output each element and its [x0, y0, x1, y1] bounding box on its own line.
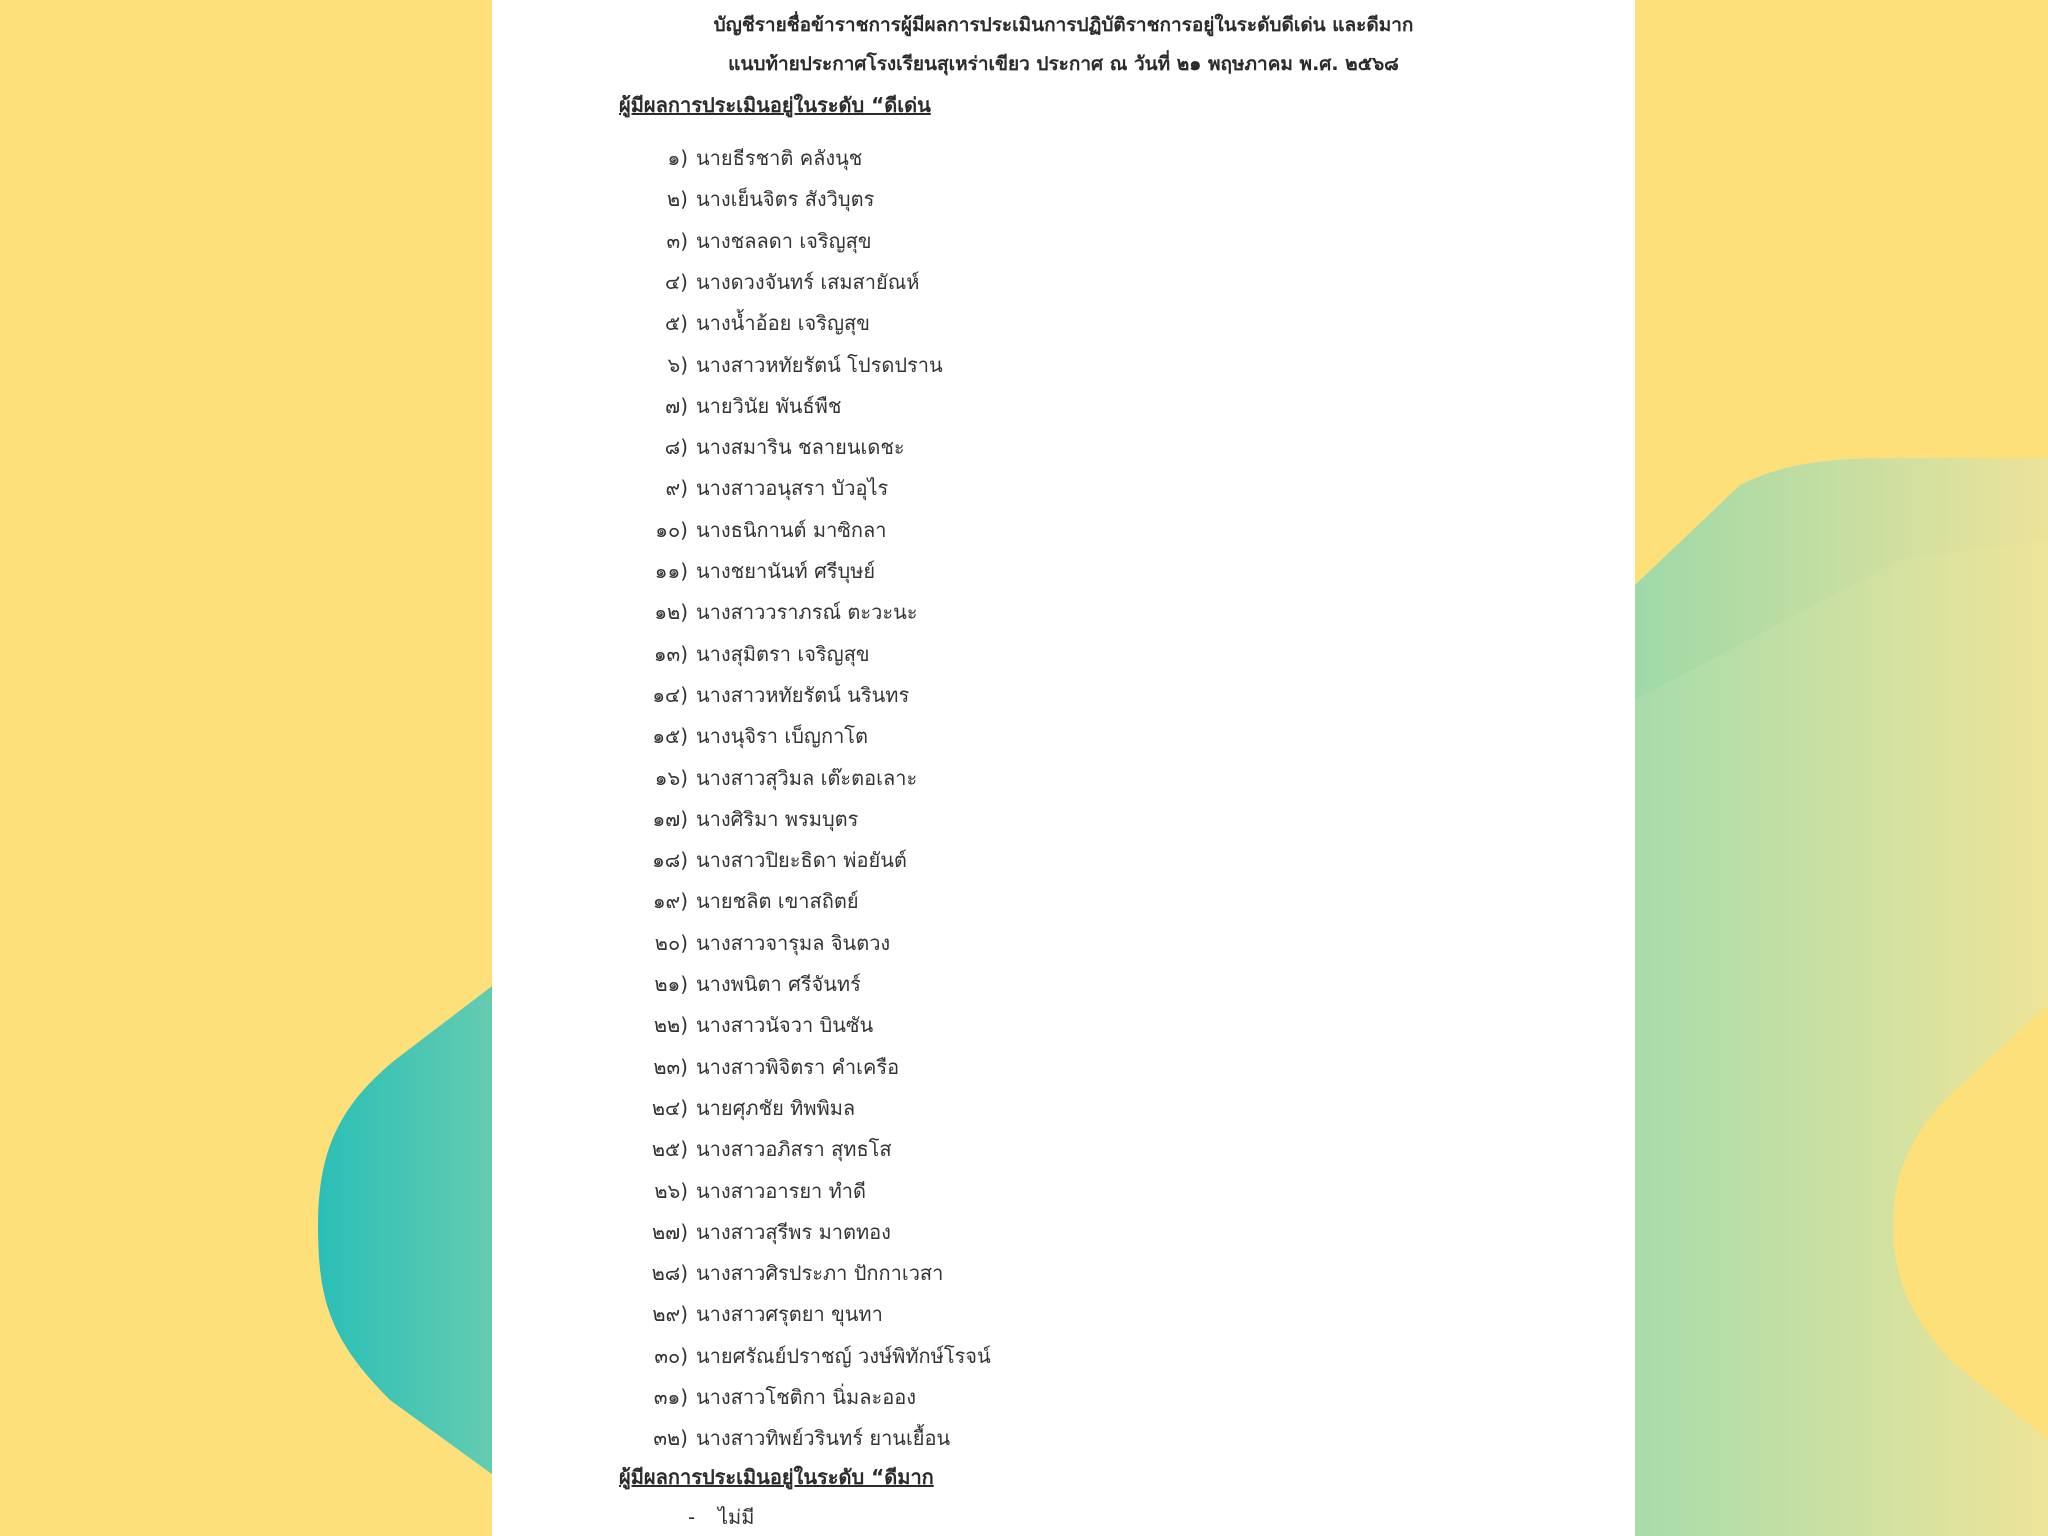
list-item — [632, 1422, 950, 1454]
very-good-none — [688, 1501, 754, 1533]
item-number: ๑๖) — [654, 765, 688, 790]
item-number: ๑๓) — [653, 641, 688, 666]
list-item — [632, 183, 874, 215]
list-item — [632, 679, 909, 711]
list-item — [632, 1051, 899, 1083]
document-subtitle: แนบท้ายประกาศโรงเรียนสุเหร่าเขียว ประกาศ ณ วันที่ ๒๑ พฤษภาคม พ.ศ. ๒๕๖๘ — [728, 53, 1399, 75]
item-number: ๑๒) — [654, 600, 688, 625]
item-name: นางสาววราภรณ์ ตะวะนะ — [696, 600, 918, 625]
list-item — [632, 638, 870, 670]
item-name: นางชยานันท์ ศรีบุษย์ — [696, 559, 876, 583]
list-item — [632, 1133, 892, 1165]
item-name: นายศุภชัย ทิพพิมล — [696, 1095, 856, 1120]
item-number: ๖) — [667, 352, 688, 377]
item-name: นางสาวปิยะธิดา พ่อยันต์ — [696, 848, 907, 873]
item-name: นางธนิกานต์ มาซิกลา — [696, 517, 887, 542]
item-number: ๓๒) — [653, 1426, 688, 1451]
item-name: นางสาวพิจิตรา คำเครือ — [696, 1054, 900, 1079]
item-number: ๒๒) — [653, 1013, 688, 1038]
document-title: บัญชีรายชื่อข้าราชการผู้มีผลการประเมินการปฏิบัติราชการอยู่ในระดับดีเด่น และดีมาก — [713, 14, 1414, 36]
item-name: นางสาวสุรีพร มาตทอง — [696, 1219, 891, 1244]
item-number: ๒๙) — [652, 1302, 688, 1327]
list-item — [632, 885, 859, 917]
item-name: นายวินัย พันธ์พืช — [696, 393, 842, 418]
item-name: นางสาวโชติกา นิ่มละออง — [696, 1385, 916, 1409]
item-number: ๒๖) — [654, 1178, 688, 1203]
item-number: ๑๕) — [652, 724, 688, 749]
item-number: ๒๐) — [654, 930, 688, 955]
dash-marker: - — [688, 1505, 696, 1529]
none-text: ไม่มี — [718, 1505, 755, 1529]
item-number: ๘) — [664, 435, 688, 460]
list-item — [632, 225, 872, 257]
list-item — [632, 431, 905, 463]
item-name: นางสาวนัจวา บินซัน — [696, 1013, 874, 1038]
item-number: ๑) — [667, 146, 688, 170]
item-name: นางเย็นจิตร สังวิบุตร — [696, 187, 875, 212]
list-item — [632, 266, 919, 298]
item-name: นางสาวสุวิมล เต๊ะตอเลาะ — [696, 765, 918, 790]
item-number: ๙) — [665, 476, 688, 501]
item-number: ๑๐) — [655, 517, 688, 542]
item-name: นางสาวศิรประภา ปักกาเวสา — [696, 1261, 944, 1286]
item-name: นางน้ำอ้อย เจริญสุข — [696, 311, 870, 336]
item-name: นางสาวอภิสรา สุทธโส — [696, 1137, 892, 1162]
item-name: นายศรัณย์ปราชญ์ วงษ์พิทักษ์โรจน์ — [696, 1343, 991, 1368]
item-name: นางสาวหทัยรัตน์ โปรดปราน — [696, 352, 943, 377]
item-name: นางชลลดา เจริญสุข — [696, 228, 872, 253]
item-number: ๔) — [665, 269, 688, 294]
list-item — [632, 555, 875, 587]
item-name: นางสาวทิพย์วรินทร์ ยานเยื้อน — [696, 1426, 951, 1451]
list-item — [632, 1298, 883, 1330]
list-item — [632, 1175, 866, 1207]
item-number: ๑๙) — [652, 889, 688, 914]
list-item — [632, 514, 887, 546]
item-number: ๒) — [667, 187, 688, 212]
list-item — [632, 844, 907, 876]
list-item — [632, 803, 858, 835]
item-number: ๓๑) — [653, 1385, 688, 1409]
item-name: นางสาวจารุมล จินตวง — [696, 930, 891, 955]
list-item — [632, 1340, 991, 1372]
list-item — [632, 1092, 855, 1124]
item-number: ๑๑) — [654, 559, 688, 583]
item-name: นางสาวอนุสรา บัวอุไร — [696, 476, 889, 501]
list-item — [632, 596, 918, 628]
list-item — [632, 927, 890, 959]
list-item — [632, 307, 870, 339]
list-item — [632, 1216, 891, 1248]
item-name: นายธีรชาติ คลังนุช — [696, 146, 863, 170]
item-number: ๑๗) — [652, 806, 688, 831]
list-item — [632, 1381, 916, 1413]
item-name: นางสมาริน ชลายนเดชะ — [696, 435, 905, 460]
item-name: นางสุมิตรา เจริญสุข — [696, 641, 870, 666]
item-name: นางพนิตา ศรีจันทร์ — [696, 972, 861, 996]
section-heading-outstanding: ผู้มีผลการประเมินอยู่ในระดับ “ดีเด่น — [619, 93, 931, 117]
document-page — [492, 0, 1635, 1536]
section-heading-very-good: ผู้มีผลการประเมินอยู่ในระดับ “ดีมาก — [619, 1465, 934, 1489]
item-name: นายชลิต เขาสถิตย์ — [696, 889, 859, 914]
item-number: ๒๕) — [651, 1137, 688, 1162]
item-number: ๑๔) — [652, 682, 688, 707]
item-name: นางศิริมา พรมบุตร — [696, 806, 859, 831]
list-item — [632, 472, 888, 504]
list-item — [632, 968, 861, 1000]
item-number: ๗) — [665, 393, 688, 418]
item-number: ๒๗) — [651, 1219, 688, 1244]
item-number: ๒๑) — [654, 972, 688, 996]
item-number: ๓) — [666, 228, 688, 253]
list-item — [632, 390, 841, 422]
list-item — [632, 1257, 943, 1289]
item-name: นางดวงจันทร์ เสมสายัณห์ — [696, 269, 920, 294]
list-item — [632, 349, 943, 381]
list-item — [632, 142, 862, 174]
item-number: ๑๘) — [652, 848, 688, 873]
item-name: นางสาวหทัยรัตน์ นรินทร — [696, 682, 910, 707]
item-number: ๒๓) — [653, 1054, 688, 1079]
item-name: นางสาวอารยา ทำดี — [696, 1178, 867, 1203]
list-item — [632, 762, 917, 794]
item-name: นางนุจิรา เบ็ญกาโต — [696, 724, 869, 749]
item-number: ๕) — [665, 311, 688, 336]
item-number: ๒๔) — [651, 1095, 688, 1120]
list-item — [632, 720, 868, 752]
list-item — [632, 1009, 873, 1041]
item-number: ๓๐) — [654, 1343, 688, 1368]
item-name: นางสาวศรุตยา ขุนทา — [696, 1302, 883, 1327]
item-number: ๒๘) — [651, 1261, 688, 1286]
